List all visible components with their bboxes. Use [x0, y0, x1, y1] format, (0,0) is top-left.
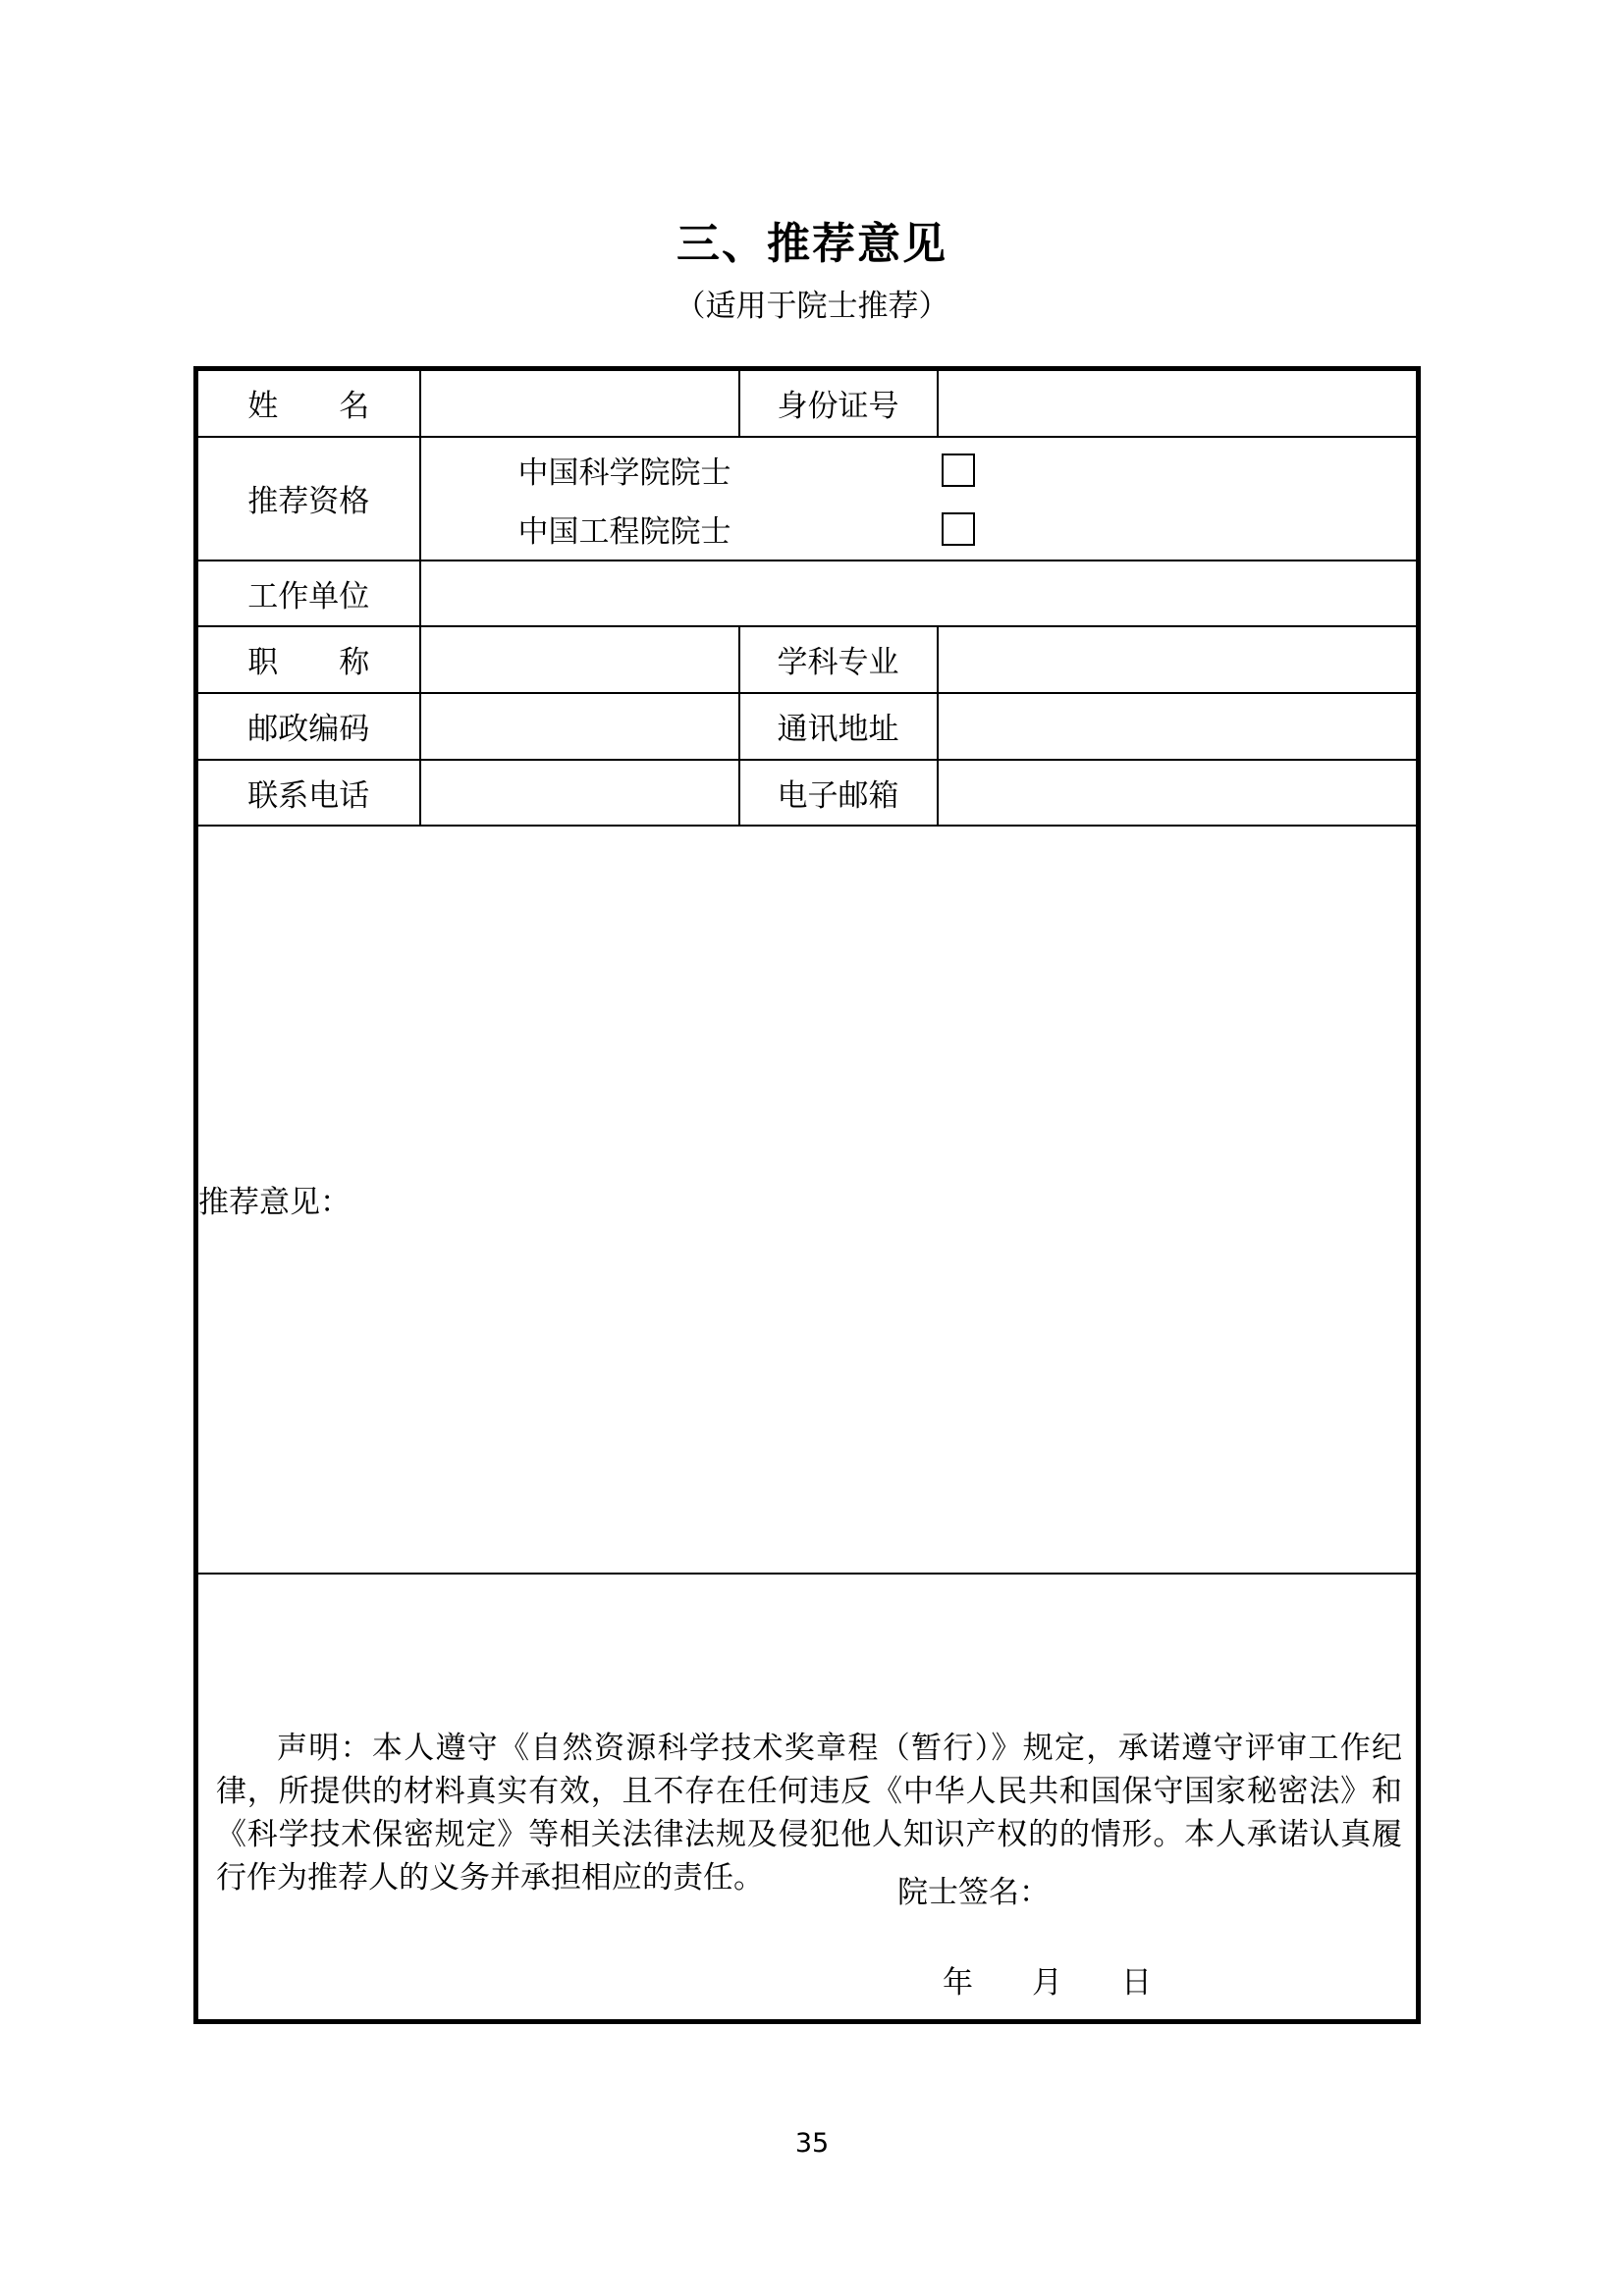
name-label: 姓 名 [196, 369, 420, 437]
email-value-cell[interactable] [938, 760, 1419, 826]
checkbox-cas-academician[interactable] [942, 454, 975, 487]
opinion-area-cell[interactable] [196, 826, 1419, 1574]
page-title: 三、推荐意见 [677, 220, 947, 268]
option-cae-academician [421, 500, 1417, 559]
checkbox-cae-academician[interactable] [942, 512, 975, 546]
discipline-value-cell[interactable] [938, 626, 1419, 693]
date-month-label: 月 [1032, 1964, 1062, 2000]
qualification-options-cell [420, 437, 1419, 561]
date-day-label: 日 [1121, 1964, 1152, 2000]
qualification-label: 推荐资格 [196, 437, 420, 561]
option-cas-academician [421, 441, 1417, 500]
id-number-label: 身份证号 [739, 369, 938, 437]
phone-label: 联系电话 [196, 760, 420, 826]
option-cas-label: 中国科学院院士 [517, 455, 731, 490]
page-number: 35 [794, 2128, 830, 2159]
table-row [196, 826, 1419, 1574]
postal-code-label: 邮政编码 [196, 693, 420, 760]
recommendation-form-table [193, 366, 1421, 2024]
declaration-cell [196, 1574, 1419, 2022]
option-cae-label: 中国工程院院士 [517, 514, 731, 549]
email-label: 电子邮箱 [739, 760, 938, 826]
table-row [196, 561, 1419, 626]
table-row [196, 693, 1419, 760]
date-line [943, 1957, 1152, 2002]
job-title-value-cell[interactable] [420, 626, 739, 693]
phone-value-cell[interactable] [420, 760, 739, 826]
table-row [196, 437, 1419, 561]
mailing-address-label: 通讯地址 [739, 693, 938, 760]
page-subtitle: （适用于院士推荐） [675, 289, 949, 323]
table-row [196, 1574, 1419, 2022]
academician-signature-label: 院士签名： [897, 1874, 1050, 1909]
table-row [196, 626, 1419, 693]
work-unit-value-cell[interactable] [420, 561, 1419, 626]
work-unit-label: 工作单位 [196, 561, 420, 626]
table-row [196, 760, 1419, 826]
discipline-label: 学科专业 [739, 626, 938, 693]
declaration-text: 声明：本人遵守《自然资源科学技术奖章程（暂行）》规定，承诺遵守评审工作纪律，所提供的材料真实有效，且不存在任何违反《中华人民共和国保守国家秘密法》和《科学技术保密规定》等相关法律法规及侵犯他人知识产权的的情形。本人承诺认真履行作为推荐人的义务并承担相应的责任。 [216, 1731, 1402, 1896]
name-value-cell[interactable] [420, 369, 739, 437]
mailing-address-value-cell[interactable] [938, 693, 1419, 760]
postal-code-value-cell[interactable] [420, 693, 739, 760]
date-year-label: 年 [943, 1964, 973, 2000]
opinion-label: 推荐意见： [198, 1185, 351, 1219]
id-number-value-cell[interactable] [938, 369, 1419, 437]
table-row [196, 369, 1419, 437]
job-title-label: 职 称 [196, 626, 420, 693]
